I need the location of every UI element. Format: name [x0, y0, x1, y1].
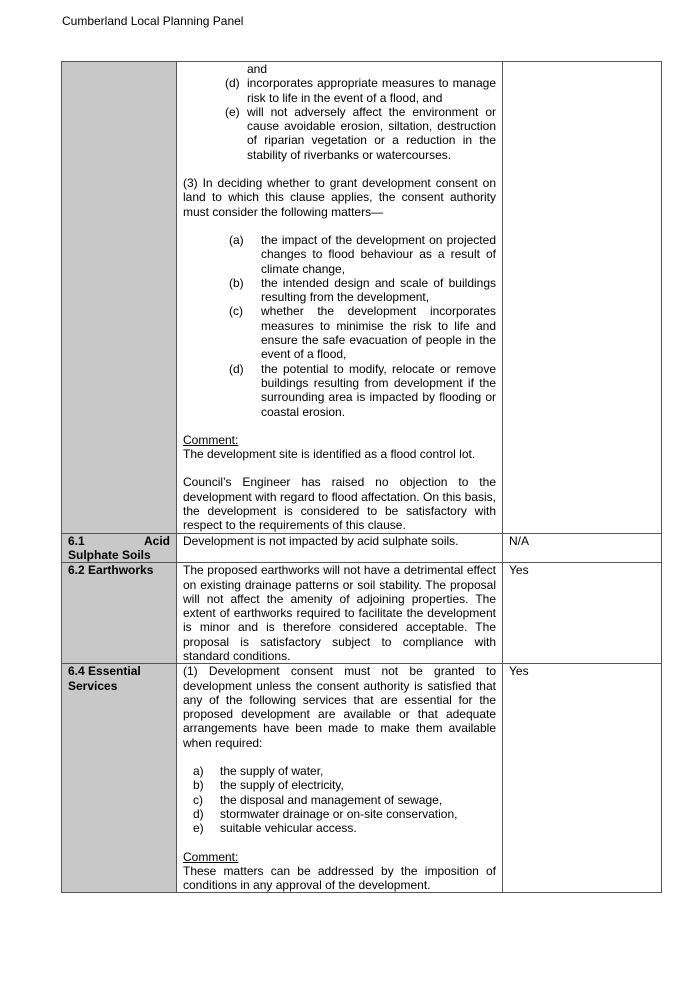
list-label: (c) — [229, 304, 243, 319]
comment-text: These matters can be addressed by the imposition of conditions in any approval of the development. — [183, 863, 496, 893]
list-item — [183, 76, 496, 105]
compliance-table — [61, 61, 662, 893]
clause-cell: 6.2 Earthworks — [62, 563, 177, 664]
list-item — [183, 764, 496, 778]
list-item — [183, 807, 496, 821]
comment-label: Comment: — [183, 432, 239, 447]
clause-paragraph: (3) In deciding whether to grant development consent on land to which this clause applies, the consent authority must consider the following matters— — [183, 176, 496, 219]
list-item — [183, 793, 496, 807]
page-header: Cumberland Local Planning Panel — [62, 14, 244, 28]
assessment-cell: The proposed earthworks will not have a detrimental effect on existing drainage patterns or soil stability. The proposal will not affect the amenity of adjoining properties. The extent of earthworks required to facilitate the development is minor and is therefore considered acceptable. The proposal is satisfactory subject to compliance with standard conditions. — [177, 563, 503, 664]
list-label: (e) — [225, 104, 240, 119]
clause-title: 6.4 Essential — [68, 664, 141, 679]
clause-cell — [62, 62, 177, 534]
clause-cell — [62, 533, 177, 563]
table-row — [62, 62, 662, 534]
compliance-cell — [503, 62, 662, 534]
clause-number: 6.1 — [68, 533, 85, 548]
list-label: (d) — [229, 361, 244, 376]
comment-text: Council’s Engineer has raised no objection to the development with regard to flood affectation. On this basis, the development is considered to be satisfactory with respect to the requirements of this clause. — [183, 475, 496, 533]
table-row — [62, 563, 662, 664]
list-text: will not adversely affect the environment or cause avoidable erosion, siltation, destruction of riparian vegetation or a reduction in the stability of riverbanks or watercourses. — [247, 104, 496, 162]
table-row — [62, 533, 662, 563]
list-text: the impact of the development on projected changes to flood behaviour as a result of climate change, — [261, 232, 496, 276]
clause-cell — [62, 664, 177, 893]
list-item — [183, 304, 496, 361]
list-label: b) — [193, 778, 204, 793]
compliance-cell: N/A — [503, 533, 662, 563]
list-text: the disposal and management of sewage, — [220, 792, 443, 807]
clause-word: Acid — [143, 533, 170, 548]
list-item — [183, 105, 496, 162]
list-label: (a) — [229, 232, 244, 247]
list-text: whether the development incorporates measures to minimise the risk to life and ensure the safe evacuation of people in the event of a flood, — [261, 304, 496, 362]
list-label: (d) — [225, 76, 240, 91]
list-label: (b) — [229, 275, 244, 290]
list-text: suitable vehicular access. — [220, 821, 357, 836]
list-item — [183, 821, 496, 835]
list-item — [183, 233, 496, 276]
clause-paragraph: (1) Development consent must not be granted to development unless the consent authority is satisfied that any of the following services that are essential for the proposed development are available or that adequate arrangements have been made to make them available when required: — [183, 664, 496, 750]
list-label: a) — [193, 764, 204, 779]
compliance-cell: Yes — [503, 664, 662, 893]
compliance-cell: Yes — [503, 563, 662, 664]
assessment-cell: Development is not impacted by acid sulphate soils. — [177, 533, 503, 563]
list-text: the potential to modify, relocate or remove buildings resulting from development if the surrounding area is impacted by flooding or coastal erosion. — [261, 361, 496, 419]
comment-label: Comment: — [183, 849, 239, 864]
list-item — [183, 276, 496, 305]
list-item — [183, 778, 496, 792]
clause-title: Sulphate Soils — [68, 547, 151, 562]
list-text: the supply of water, — [220, 764, 324, 779]
continued-text: and — [247, 62, 268, 76]
comment-text: The development site is identified as a flood control lot. — [183, 447, 476, 462]
table-row — [62, 664, 662, 893]
list-label: e) — [193, 821, 204, 836]
list-label: c) — [193, 792, 203, 807]
assessment-cell — [177, 664, 503, 893]
list-item — [183, 362, 496, 419]
clause-title: Services — [68, 678, 118, 693]
list-text: the supply of electricity, — [220, 778, 344, 793]
list-text: stormwater drainage or on-site conservation, — [220, 806, 458, 821]
assessment-cell — [177, 62, 503, 534]
list-text: incorporates appropriate measures to manage risk to life in the event of a flood, and — [247, 76, 496, 105]
list-label: d) — [193, 806, 204, 821]
list-text: the intended design and scale of buildings resulting from the development, — [261, 275, 496, 305]
